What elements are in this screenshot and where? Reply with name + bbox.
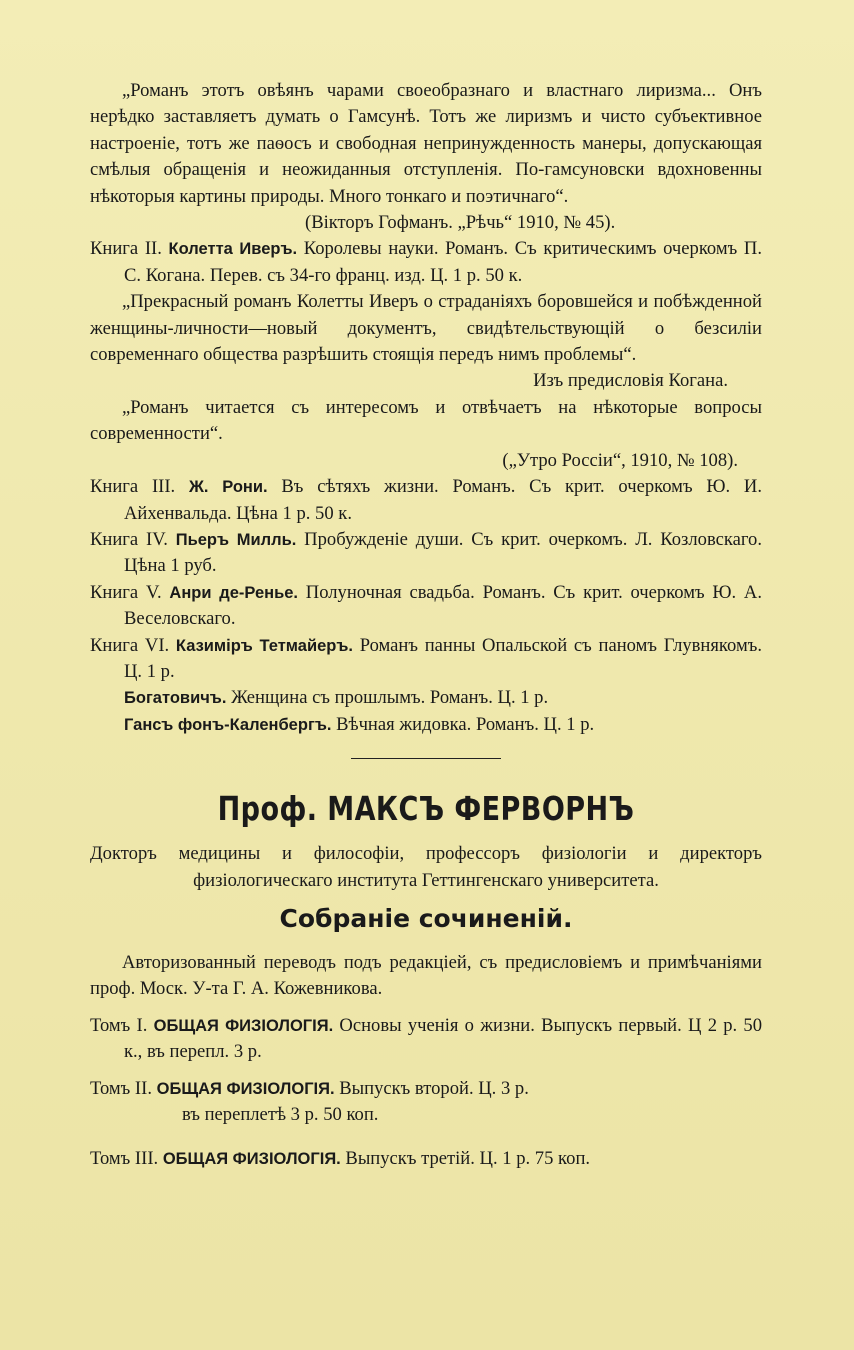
- volume-entry-1: [90, 1013, 762, 1066]
- book-author: Гансъ фонъ-Каленбергъ.: [124, 715, 332, 734]
- volume-entry-2-binding: въ переплетѣ 3 р. 50 коп.: [182, 1104, 379, 1125]
- book-author: Богатовичъ.: [124, 689, 227, 708]
- book-number: Книга II.: [90, 238, 162, 260]
- volume-title: ОБЩАЯ ФИЗІОЛОГІЯ.: [156, 1079, 335, 1098]
- volume-entry-3: [90, 1146, 762, 1172]
- book-entry-7: [90, 685, 762, 711]
- collected-works-heading: Собраніе сочиненій.: [279, 903, 573, 933]
- book-details: Въ сѣтяхъ жизни. Романъ. Съ крит. очеркомъ Ю. И. Айхенвальда. Цѣна 1 р. 50 к.: [124, 476, 762, 524]
- book-entry-6: [90, 633, 762, 686]
- book-number: Книга IV.: [90, 528, 168, 550]
- volume-title: ОБЩАЯ ФИЗІОЛОГІЯ.: [153, 1016, 334, 1035]
- quote-review-2: „Прекрасный романъ Колетты Иверъ о страданіяхъ боровшейся и побѣжденной женщины-личности—новый документъ, свидѣтельствующій о безсиліи современнаго общества разрѣшить стоящія передъ нимъ проблемы“.: [90, 291, 762, 366]
- book-details: Романъ панны Опальской съ паномъ Глувнякомъ. Ц. 1 р.: [124, 634, 762, 682]
- volume-entry-2: [90, 1076, 762, 1102]
- book-number: Книга V.: [90, 581, 162, 603]
- book-details: Королевы науки. Романъ. Съ критическимъ очеркомъ П. С. Когана. Перев. съ 34-го франц. изд. Ц. 1 р. 50 к.: [124, 238, 762, 286]
- volume-details: Основы ученія о жизни. Выпускъ первый. Ц 2 р. 50 к., въ перепл. 3 р.: [124, 1014, 763, 1063]
- author-description: Докторъ медицины и философіи, профессоръ физіологіи и директоръ физіологическаго института Геттингенскаго университета.: [90, 843, 762, 891]
- book-author: Колетта Иверъ.: [168, 240, 298, 259]
- quote-source-2: Изъ предисловія Когана.: [533, 370, 728, 392]
- book-entry-5: [90, 580, 762, 633]
- book-entry-3: [90, 474, 762, 527]
- book-author: Ж. Рони.: [189, 478, 268, 497]
- book-number: Книга III.: [90, 476, 176, 498]
- volume-details: Выпускъ третій. Ц. 1 р. 75 коп.: [340, 1148, 591, 1170]
- book-author: Анри де-Ренье.: [169, 583, 299, 602]
- book-details: Женщина съ прошлымъ. Романъ. Ц. 1 р.: [226, 687, 549, 709]
- volume-number: Томъ II.: [90, 1077, 152, 1099]
- quote-review-3: „Романъ читается съ интересомъ и отвѣчаетъ на нѣкоторые вопросы современности“.: [90, 396, 762, 445]
- volume-number: Томъ III.: [90, 1148, 159, 1170]
- quote-review-1: „Романъ этотъ овѣянъ чарами своеобразнаго и властнаго лиризма... Онъ нерѣдко заставляетъ думать о Гамсунѣ. Тотъ же лиризмъ и чисто субъективное настроеніе, тотъ же паѳосъ и свободная непринужденность манеры, допускающая смѣлыя обращенія и неожиданныя отступленія. По-гамсуновски вдохновенны нѣкоторыя картины природы. Много тонкаго и поэтичнаго“.: [90, 80, 762, 207]
- book-details: Полуночная свадьба. Романъ. Съ крит. очеркомъ Ю. А. Веселовскаго.: [124, 581, 762, 630]
- book-number: Книга VI.: [90, 634, 170, 656]
- quote-source-3: („Утро Россіи“, 1910, № 108).: [502, 449, 738, 471]
- volume-number: Томъ I.: [90, 1014, 148, 1036]
- book-details: Пробужденіе души. Съ крит. очеркомъ. Л. Козловскаго. Цѣна 1 руб.: [124, 528, 763, 577]
- book-author: Казиміръ Тетмайеръ.: [175, 636, 353, 655]
- book-author: Пьеръ Милль.: [175, 530, 297, 549]
- volume-details: Выпускъ второй. Ц. 3 р.: [334, 1077, 529, 1099]
- book-entry-2: [90, 236, 762, 289]
- section-divider: [351, 758, 501, 759]
- author-heading: Проф. МАКСЪ ФЕРВОРНЪ: [217, 789, 635, 829]
- book-entry-8: [90, 712, 762, 738]
- book-entry-4: [90, 527, 762, 580]
- volume-title: ОБЩАЯ ФИЗІОЛОГІЯ.: [162, 1150, 341, 1169]
- quote-source-1: (Вікторъ Гофманъ. „Рѣчь“ 1910, № 45).: [305, 212, 616, 234]
- page-content: [90, 78, 762, 1173]
- translation-note: Авторизованный переводъ подъ редакціей, съ предисловіемъ и примѣчаніями проф. Моск. У-та Г. А. Кожевникова.: [90, 951, 762, 1000]
- book-details: Вѣчная жидовка. Романъ. Ц. 1 р.: [331, 713, 595, 735]
